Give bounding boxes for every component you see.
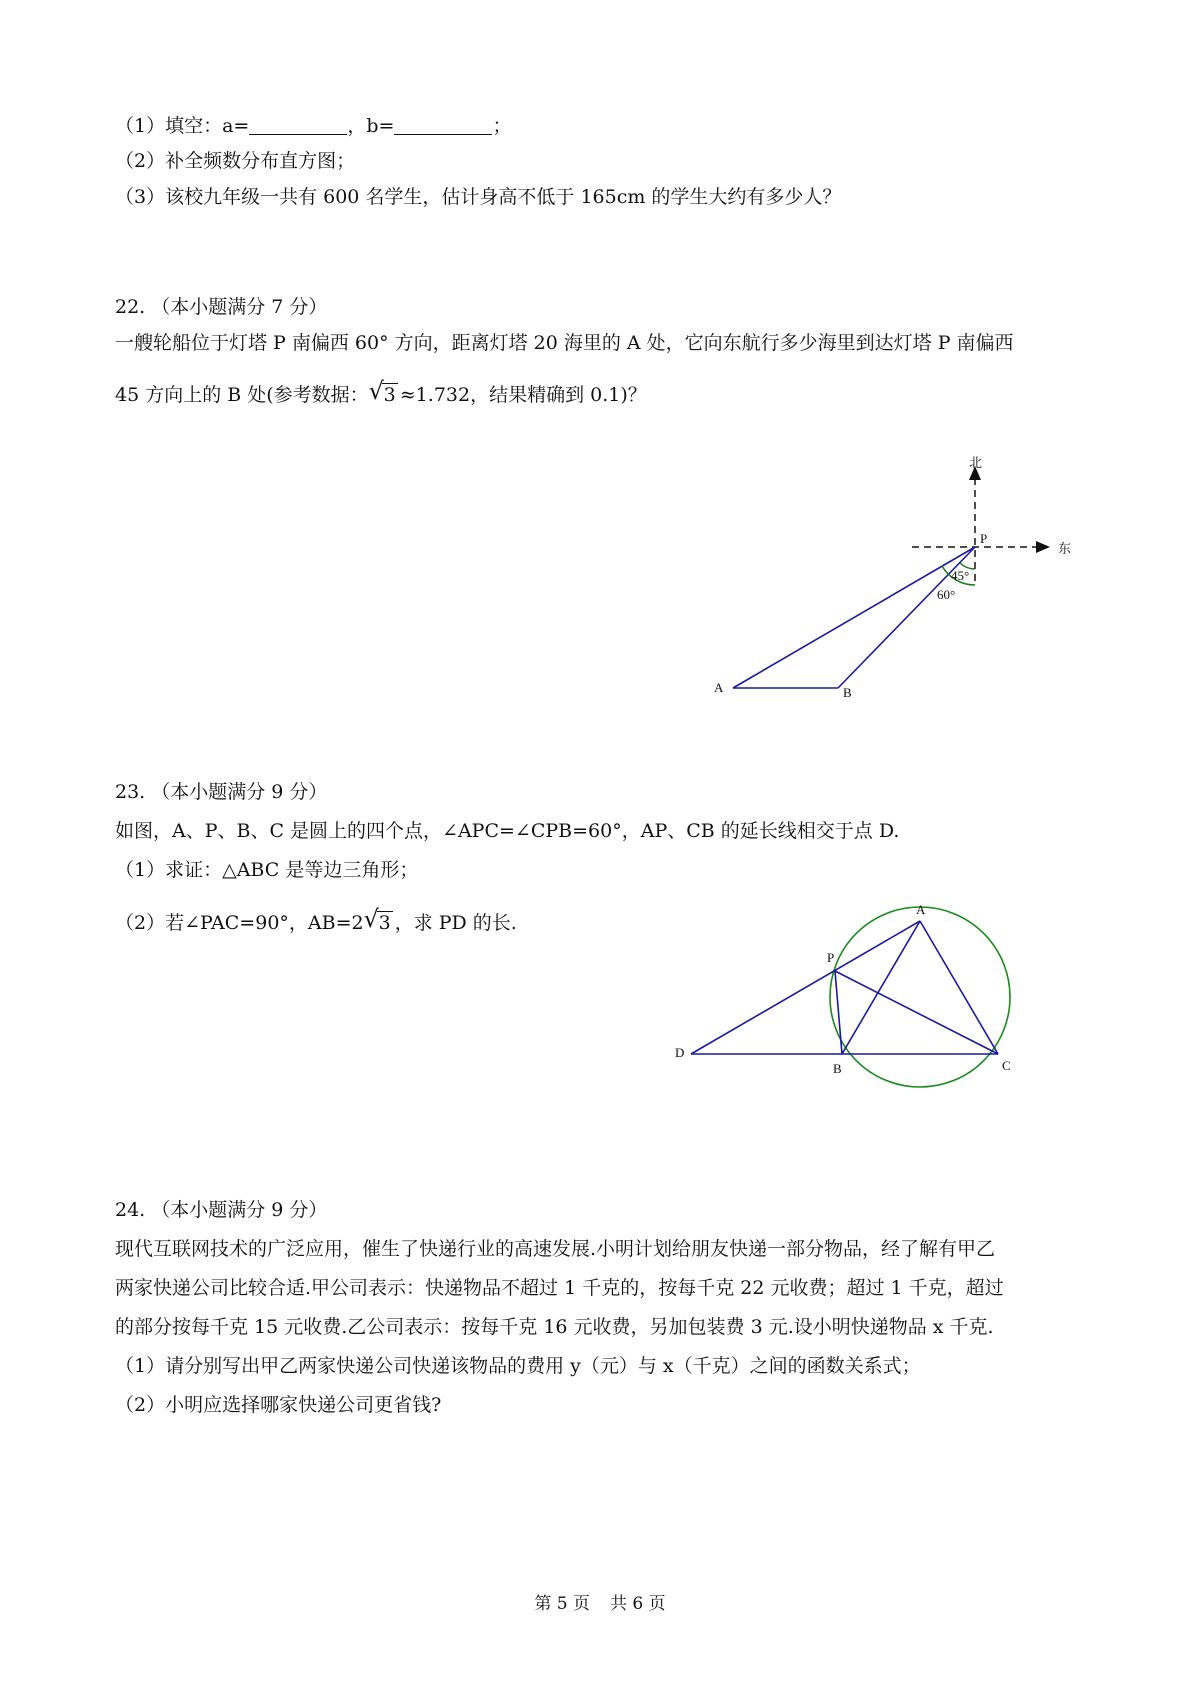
q23-part2-prefix: （2）若∠PAC=90°，AB=2 [115,912,364,934]
q24-title: 24. （本小题满分 9 分） [115,1199,328,1221]
label-B: B [833,1061,842,1076]
label-angle60: 60° [937,587,956,602]
label-P: P [827,950,835,965]
label-B: B [843,685,852,700]
q21-part1-prefix: （1）填空：a= [115,115,250,137]
q22-title: 22. （本小题满分 7 分） [115,296,328,318]
q22-text-line1: 一艘轮船位于灯塔 P 南偏西 60° 方向，距离灯塔 20 海里的 A 处，它向东航行多少海里到达灯塔 P 南偏西 [115,332,1014,354]
q23-text-line1: 如图，A、P、B、C 是圆上的四个点，∠APC=∠CPB=60°，AP、CB 的延长线相交于点 D. [115,820,900,842]
q21-part3: （3）该校九年级一共有 600 名学生，估计身高不低于 165cm 的学生大约有多少人？ [115,186,842,208]
q23-part2-suffix: ，求 PD 的长. [394,912,517,934]
q24-text-line3: 的部分按每千克 15 元收费.乙公司表示：按每千克 16 元收费，另加包装费 3 元.设小明快递物品 x 千克. [115,1316,994,1338]
label-A: A [916,902,926,917]
label-north: 北 [969,455,983,470]
q21-part1-end: ； [492,115,512,137]
segment-AB [842,921,920,1054]
sqrt-argument: 3 [378,912,391,934]
segment-DA [691,921,920,1054]
q24-text-line1: 现代互联网技术的广泛应用，催生了快递行业的高速发展.小明计划给朋友快递一部分物品，经了解有甲乙 [115,1238,996,1260]
segment-PB [835,971,842,1054]
label-angle45: 45° [951,568,970,583]
q24-part1: （1）请分别写出甲乙两家快递公司快递该物品的费用 y（元）与 x（千克）之间的函数关系式； [115,1355,921,1377]
q23-part1: （1）求证：△ABC 是等边三角形； [115,859,419,881]
page-number: 第 5 页 [534,1594,590,1614]
page-footer [0,1589,1200,1614]
sqrt-symbol: √ 3 [368,377,396,406]
q23-title: 23. （本小题满分 9 分） [115,781,328,803]
label-A: A [714,680,724,695]
sqrt-argument: 3 [383,384,396,406]
q22-line2-suffix: ≈1.732，结果精确到 0.1)？ [399,384,647,406]
label-east: 东 [1058,541,1072,556]
page-total: 共 6 页 [610,1594,666,1614]
q21-part2: （2）补全频数分布直方图； [115,150,356,172]
sqrt-symbol: √ 3 [363,905,391,934]
q24-part2: （2）小明应选择哪家快递公司更省钱? [115,1394,442,1416]
label-P: P [980,531,988,546]
circle [830,907,1010,1087]
label-D: D [675,1045,685,1060]
label-C: C [1002,1058,1011,1073]
q22-line2-prefix: 45 方向上的 B 处(参考数据： [115,384,369,406]
q24-text-line2: 两家快递公司比较合适.甲公司表示：快递物品不超过 1 千克的，按每千克 22 元收费；超过 1 千克，超过 [115,1277,1004,1299]
q21-part1-mid: ，b= [347,115,395,137]
